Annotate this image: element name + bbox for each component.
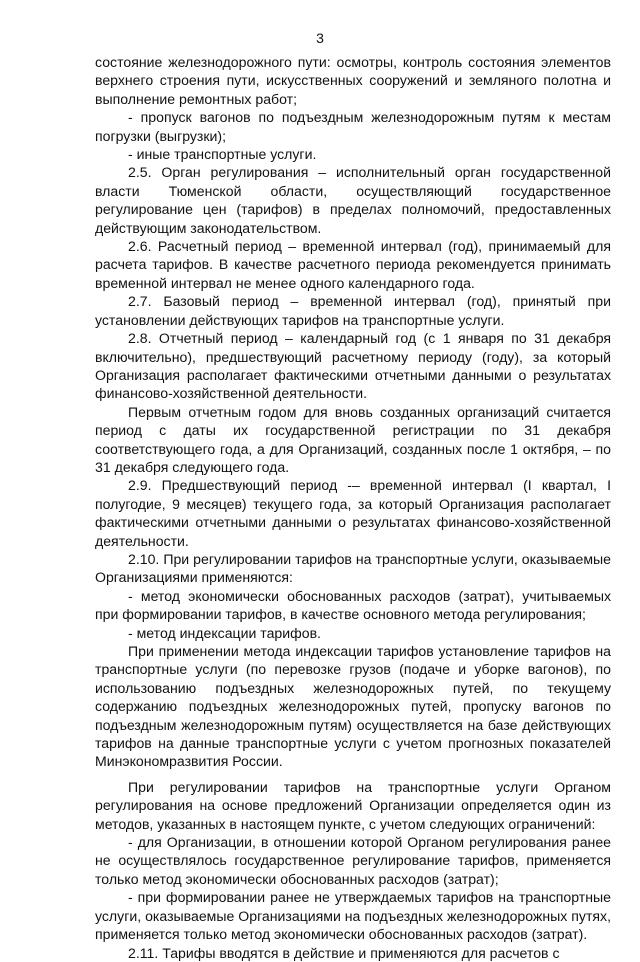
paragraph-2-8: 2.8. Отчетный период – календарный год (с 1 января по 31 декабря включительно), предшествующий расчетному периоду (году), за который Организация располагает фактическими отчетными данными о результатах финансово-хозяйственной деятельности. xyxy=(95,330,611,402)
paragraph-2-9: 2.9. Предшествующий период -– временной интервал (I квартал, I полугодие, 9 месяцев) текущего года, за который Организация располагает фактическими отчетными данными о результатах финансово-хозяйственной деятельности. xyxy=(95,477,611,549)
paragraph-method-selection: При регулировании тарифов на транспортные услуги Органом регулирования на основе предложений Организации определяется один из методов, указанных в настоящем пункте, с учетом следующих ограничений: xyxy=(95,778,611,832)
list-item-economic-method: - метод экономически обоснованных расходов (затрат), учитываемых при формировании тарифов, в качестве основного метода регулирования; xyxy=(95,587,611,623)
document-body xyxy=(95,53,611,962)
paragraph-2-7: 2.7. Базовый период – временной интервал (год), принятый при установлении действующих тарифов на транспортные услуги. xyxy=(95,293,611,328)
paragraph-indexation-application: При применении метода индексации тарифов установление тарифов на транспортные услуги (по перевозке грузов (подаче и уборке вагонов), по использованию подъездных железнодорожных путей, по текущему содержанию подъездных железнодорожных путей, пропуску вагонов по подъездным железнодорожным путям) осуществляется на базе действующих тарифов на данные транспортные услуги с учетом прогнозных показателей Минэкономразвития России. xyxy=(95,643,611,770)
paragraph-track-maintenance: состояние железнодорожного пути: осмотры, контроль состояния элементов верхнего строения пути, искусственных сооружений и земляного полотна и выполнение ремонтных работ; xyxy=(95,54,611,107)
list-item-wagon-passage: - пропуск вагонов по подъездным железнодорожным путям к местам погрузки (выгрузки); xyxy=(95,109,611,144)
paragraph-2-6: 2.6. Расчетный период – временной интервал (год), принимаемый для расчета тарифов. В качестве расчетного периода рекомендуется принимать временной интервал не менее одного календарного года. xyxy=(95,238,611,291)
list-item-new-tariffs: - при формировании ранее не утверждаемых тарифов на транспортные услуги, оказываемые Организациями на подъездных железнодорожных путях, применяется только метод экономически обоснованных расходов (затрат). xyxy=(95,889,611,943)
list-item-new-organization: - для Организации, в отношении которой Органом регулирования ранее не осуществлялось государственное регулирование тарифов, применяется только метод экономически обоснованных расходов (затрат); xyxy=(95,834,611,887)
paragraph-first-reporting-year: Первым отчетным годом для вновь созданных организаций считается период с даты их государственной регистрации по 31 декабря соответствующего года, а для Организаций, созданных после 1 октября, – по 31 декабря следующего года. xyxy=(95,403,611,475)
list-item-other-services: - иные транспортные услуги. xyxy=(128,146,317,163)
paragraph-2-5: 2.5. Орган регулирования – исполнительный орган государственной власти Тюменской области, осуществляющий государственное регулирование цен (тарифов) в пределах полномочий, предоставленных действующим законодательством. xyxy=(95,164,611,236)
list-item-indexation-method: - метод индексации тарифов. xyxy=(128,624,321,641)
paragraph-2-11: 2.11. Тарифы вводятся в действие и применяются для расчетов с xyxy=(128,944,560,961)
paragraph-2-10: 2.10. При регулировании тарифов на транспортные услуги, оказываемые Организациями применяются: xyxy=(95,550,611,586)
page-number: 3 xyxy=(316,30,324,46)
